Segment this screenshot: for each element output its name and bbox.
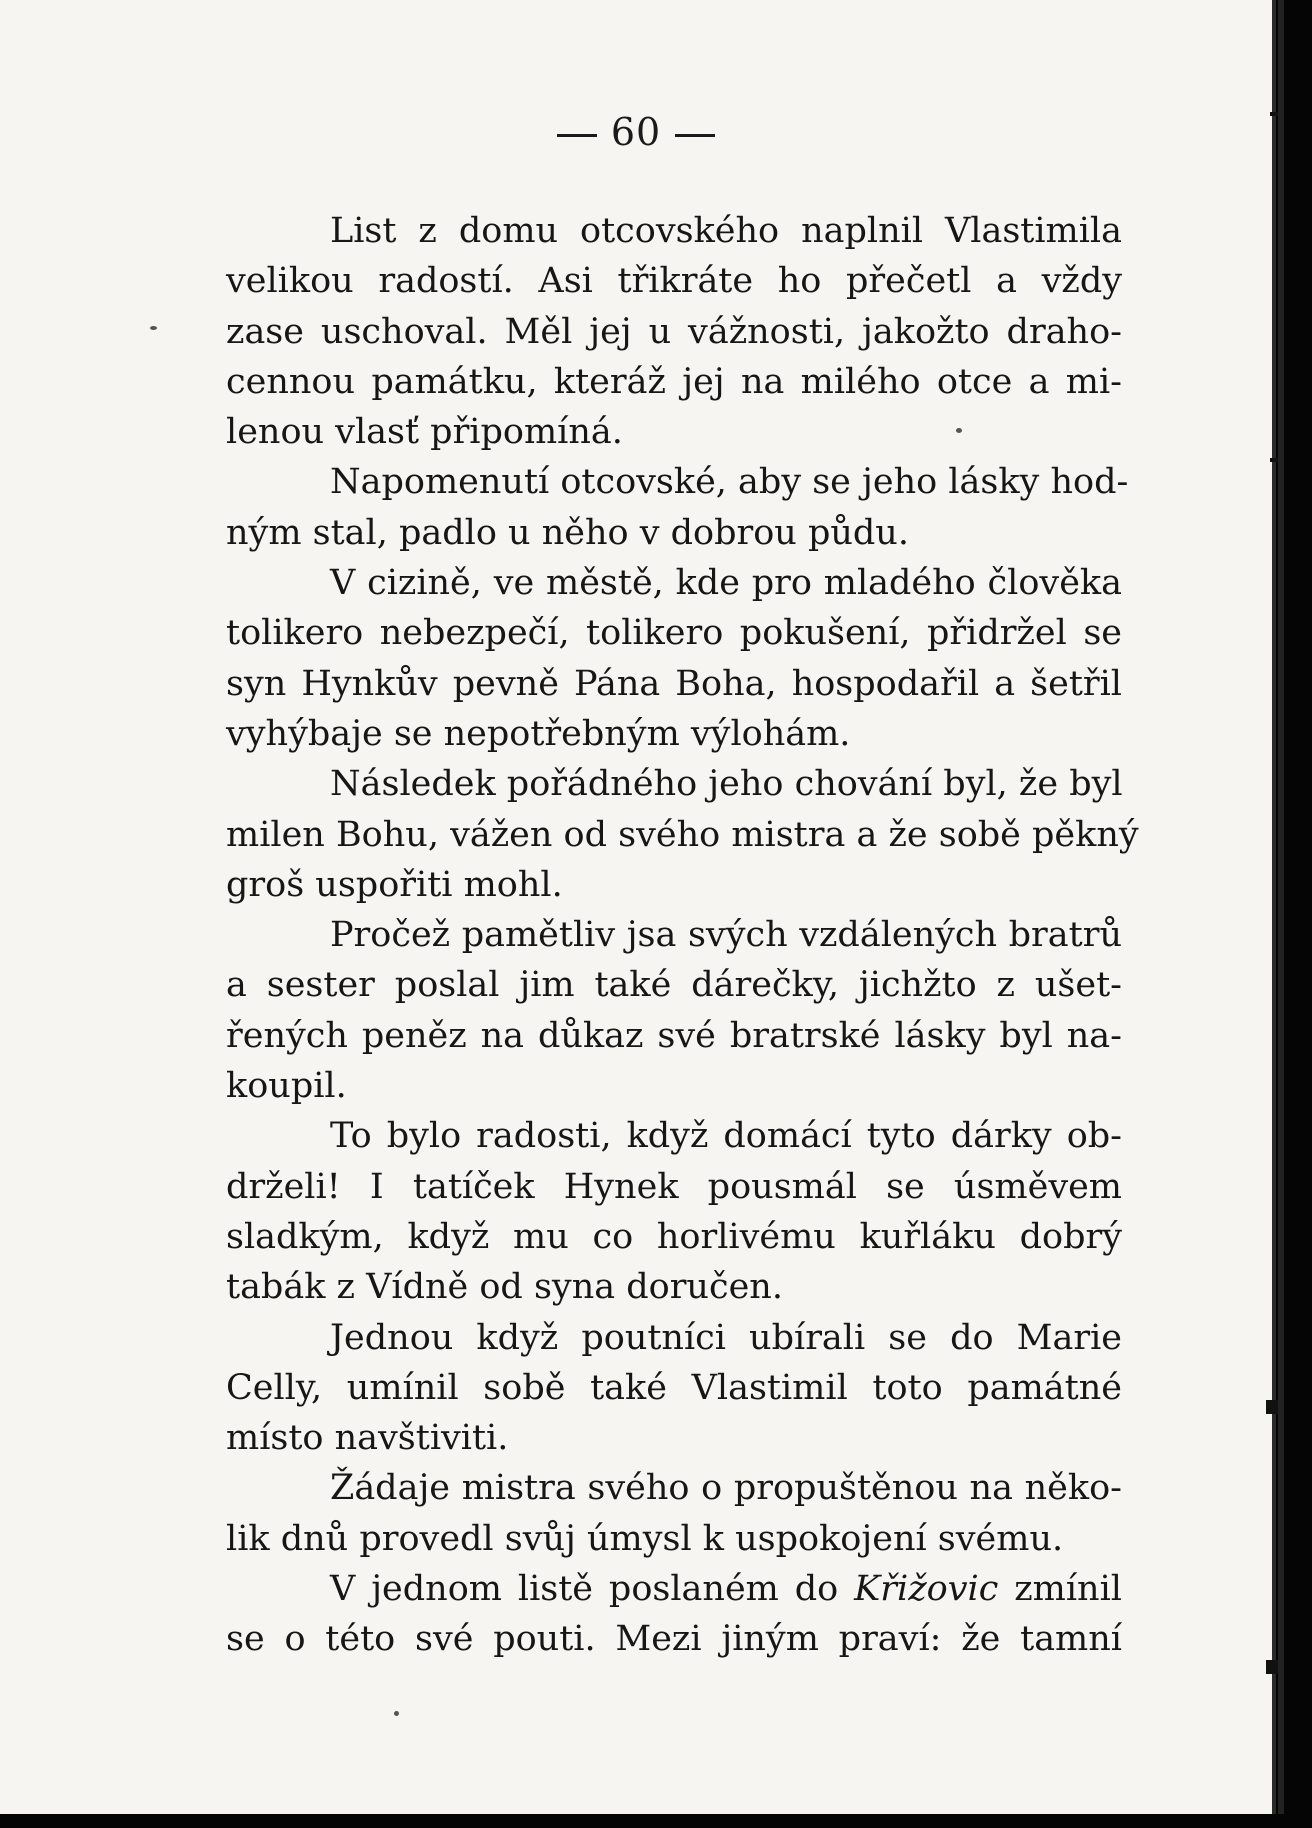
text-line: tolikero nebezpečí, tolikero pokušení, přidržel se	[226, 613, 1122, 654]
text-line: Žádaje mistra svého o propuštěnou na něko-	[330, 1468, 1122, 1509]
page-spine-line	[1278, 0, 1284, 1814]
text-line: Celly, umínil sobě také Vlastimil toto památné	[226, 1367, 1122, 1408]
text-line: V cizině, ve městě, kde pro mladého člověka	[330, 563, 1122, 604]
text-line: milen Bohu, vážen od svého mistra a že sobě pěkný	[226, 814, 1139, 855]
text-line-prefix: V jednom listě poslaném do	[330, 1569, 855, 1610]
text-line: se o této své pouti. Mezi jiným praví: že tamní	[226, 1619, 1122, 1660]
text-line: ným stal, padlo u něho v dobrou půdu.	[226, 512, 909, 553]
text-line: lik dnů provedl svůj úmysl k uspokojení svému.	[226, 1518, 1064, 1559]
header-dash-left	[557, 134, 597, 137]
text-line: List z domu otcovského naplnil Vlastimila	[330, 211, 1122, 251]
text-line: a sester poslal jim také dárečky, jichžto z ušet-	[226, 965, 1122, 1006]
text-line: syn Hynkův pevně Pána Boha, hospodařil a šetřil	[226, 663, 1122, 704]
header-dash-right	[675, 134, 715, 137]
page-header	[0, 110, 1272, 154]
page-number: 60	[610, 110, 662, 154]
text-line	[226, 1564, 1122, 1614]
text-line: cennou památku, kteráž jej na milého otce a mi-	[226, 361, 1122, 402]
text-line: sladkým, když mu co horlivému kuřláku dobrý	[226, 1216, 1122, 1257]
body-text	[226, 206, 1139, 1665]
text-line-rest: zmínil	[998, 1569, 1122, 1610]
text-line: Následek pořádného jeho chování byl, že byl	[330, 764, 1123, 805]
text-line: koupil.	[226, 1066, 347, 1107]
text-line: vyhýbaje se nepotřebným výlohám.	[226, 713, 851, 754]
text-line: drželi! I tatíček Hynek pousmál se úsměvem	[226, 1166, 1122, 1207]
text-line: groš uspořiti mohl.	[226, 864, 563, 905]
text-line: velikou radostí. Asi třikráte ho přečetl a vždy	[226, 261, 1122, 302]
text-line: tabák z Vídně od syna doručen.	[226, 1267, 783, 1308]
text-line: zase uschoval. Měl jej u vážnosti, jakožto draho-	[226, 311, 1122, 352]
ink-speck	[150, 326, 157, 330]
ink-speck	[394, 1711, 399, 1716]
page-edge-mark	[1266, 1400, 1278, 1414]
page-edge-mark	[1266, 1660, 1278, 1674]
text-line: Pročež pamětliv jsa svých vzdálených bratrů	[330, 915, 1122, 956]
text-line: To bylo radosti, když domácí tyto dárky ob-	[330, 1116, 1122, 1157]
text-line: lenou vlasť připomíná.	[226, 412, 623, 453]
text-line: řených peněz na důkaz své bratrské lásky byl na-	[226, 1015, 1122, 1056]
place-name: Křižovic	[854, 1569, 999, 1610]
text-line: Jednou když poutníci ubírali se do Marie	[330, 1317, 1122, 1358]
text-line: Napomenutí otcovské, aby se jeho lásky hod-	[330, 462, 1129, 503]
text-line: místo navštiviti.	[226, 1418, 509, 1459]
